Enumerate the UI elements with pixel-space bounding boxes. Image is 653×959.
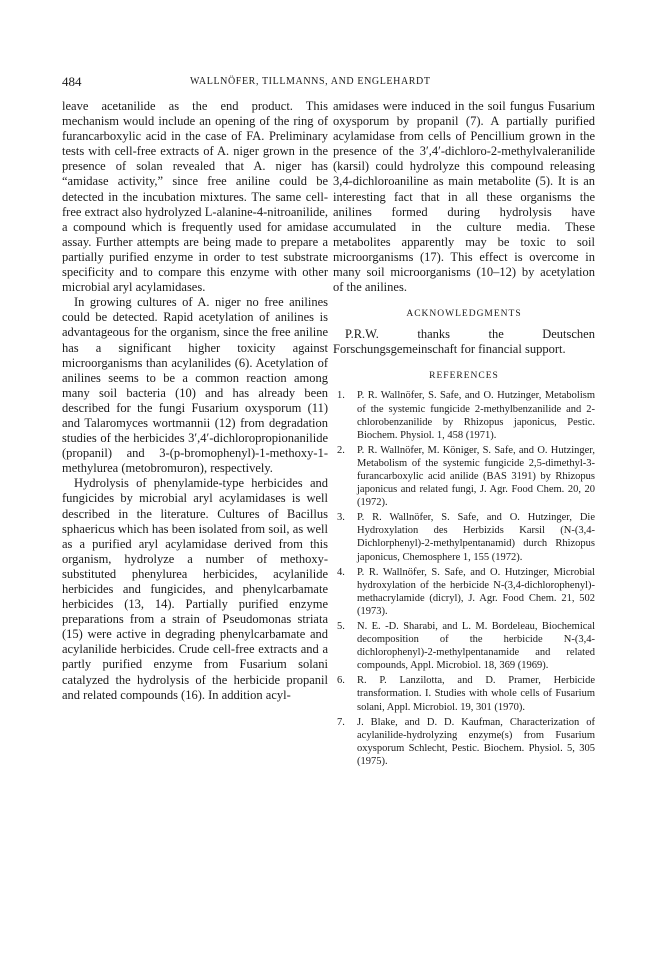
reference-number: 7. — [337, 716, 345, 728]
reference-item — [333, 511, 595, 563]
acknowledgments-heading: ACKNOWLEDGMENTS — [406, 309, 522, 320]
reference-text: P. R. Wallnöfer, S. Safe, and O. Hutzinger, Die Hydroxylation des Herbizids Karsil (N-(3,4-Dichlorphenyl)-2-methylpentanamid) durch Rhizopus japonicus, Chemosphere 1, 155 (1972). — [357, 512, 595, 563]
acknowledgments-text: P.R.W. thanks the Deutschen Forschungsgemeinschaft for financial support. — [333, 327, 595, 357]
reference-number: 5. — [337, 621, 345, 632]
body-paragraph: amidases were induced in the soil fungus Fusarium oxysporum by propanil (7). A partially purified acylamidase from cells of Pencillium grown in the presence of the 3′,4′-dichloro-2-methylvaleranilide (karsil) could hydrolyze this compound releasing 3,4-dichloroaniline as main metabolite (5). It is an interesting fact that in all these organisms the anilines formed during hydrolysis have accumulated in the culture media. These metabolites apparently may be toxic to soil microorganisms (17). This effect is overcome in many soil microorganisms (10–12) by acetylation of the anilines. — [333, 99, 595, 295]
reference-list — [333, 389, 595, 768]
references-heading: REFERENCES — [429, 371, 499, 382]
reference-number: 4. — [337, 566, 345, 578]
reference-text: J. Blake, and D. D. Kaufman, Characterization of acylanilide-hydrolyzing enzyme(s) from Fusarium oxysporum Schlecht, Pestic. Biochem. Physiol. 5, 305 (1975). — [357, 716, 595, 767]
reference-text: N. E. -D. Sharabi, and L. M. Bordeleau, Biochemical decomposition of the herbicide N-(3,4-dichlorophenyl)-2-methylpentanamide and related compounds, Appl. Microbiol. 18, 369 (1969). — [357, 621, 595, 672]
reference-number: 6. — [337, 675, 345, 687]
reference-number: 1. — [337, 390, 345, 402]
reference-item — [333, 620, 595, 672]
reference-text: P. R. Wallnöfer, S. Safe, and O. Hutzinger, Microbial hydroxylation of the herbicide N-(3,4-dichlorophenyl)-methacrylamide (dicryl), J. Agr. Food Chem. 21, 502 (1973). — [357, 566, 595, 617]
page-number: 484 — [62, 74, 82, 89]
running-head: WALLNÖFER, TILLMANNS, AND ENGLEHARDT — [190, 76, 431, 87]
page-header — [0, 74, 653, 90]
reference-item — [333, 566, 595, 618]
reference-item — [333, 716, 595, 768]
reference-item — [333, 674, 595, 713]
left-column — [62, 99, 328, 703]
reference-item — [333, 389, 595, 441]
body-paragraph: leave acetanilide as the end product. This mechanism would include an opening of the ring of furancarboxylic acid in the case of FA. Preliminary tests with cell-free extracts of A. niger grown in the presence of solan revealed that A. niger has “amidase activity,” since free aniline could be detected in the incubation mixtures. The same cell-free extract also hydrolyzed L-alanine-4-nitroanilide, a compound which is frequently used for amidase assay. Further attempts are being made to prepare a partially purified enzyme in order to test substrate specificity and to compare this enzyme with other microbial aryl acylamidases. — [62, 99, 328, 295]
reference-text: P. R. Wallnöfer, M. Königer, S. Safe, and O. Hutzinger, Metabolism of the systemic fungicide 2,5-dimethyl-3-furancarboxylic acid anilide (BAS 3191) by Rhizopus japonicus and related fungi, J. Agr. Food Chem. 20, 20 (1972). — [357, 444, 595, 509]
reference-text: R. P. Lanzilotta, and D. Pramer, Herbicide transformation. I. Studies with whole cells of Fusarium solani, Appl. Microbiol. 19, 301 (1970). — [357, 675, 595, 713]
reference-number: 2. — [337, 444, 345, 456]
reference-item — [333, 444, 595, 509]
reference-number: 3. — [337, 512, 345, 524]
right-column — [333, 99, 595, 770]
body-paragraph: Hydrolysis of phenylamide-type herbicides and fungicides by microbial aryl acylamidases is well described in the literature. Cultures of Bacillus sphaericus which has been isolated from soil, as well as a purified aryl acylamidase derived from this organism, hydrolyze a number of methoxy-substituted phenylurea herbicides, acylanilide herbicides and fungicides, and phenylcarbamate herbicides (13, 14). Partially purified enzyme preparations from a strain of Pseudomonas striata (15) were active in degrading phenylcarbamate and acylanilide herbicides. Crude cell-free extracts and a partly purified enzyme from Fusarium solani catalyzed the hydrolysis of the herbicide propanil and related compounds (16). In addition acyl- — [62, 476, 328, 702]
reference-text: P. R. Wallnöfer, S. Safe, and O. Hutzinger, Metabolism of the systemic fungicide 2-methylbenzanilide and 2-chlorobenzanilide by Rhizopus japonicus, Pestic. Biochem. Physiol. 1, 458 (1971). — [357, 390, 595, 441]
body-paragraph: In growing cultures of A. niger no free anilines could be detected. Rapid acetylation of anilines is advantageous for the organism, since the free aniline has a significant higher toxicity against microorganisms than acylanilides (6). Acetylation of anilines seems to be a common reaction among many soil bacteria (10) and has already been described for the fungi Fusarium oxysporum (11) and Talaromyces wortmannii (12) from degradation studies of the herbicides 3′,4′-dichloropropionanilide (propanil) and 3-(p-bromophenyl)-1-methoxy-1-methylurea (metobromuron), respectively. — [62, 295, 328, 476]
